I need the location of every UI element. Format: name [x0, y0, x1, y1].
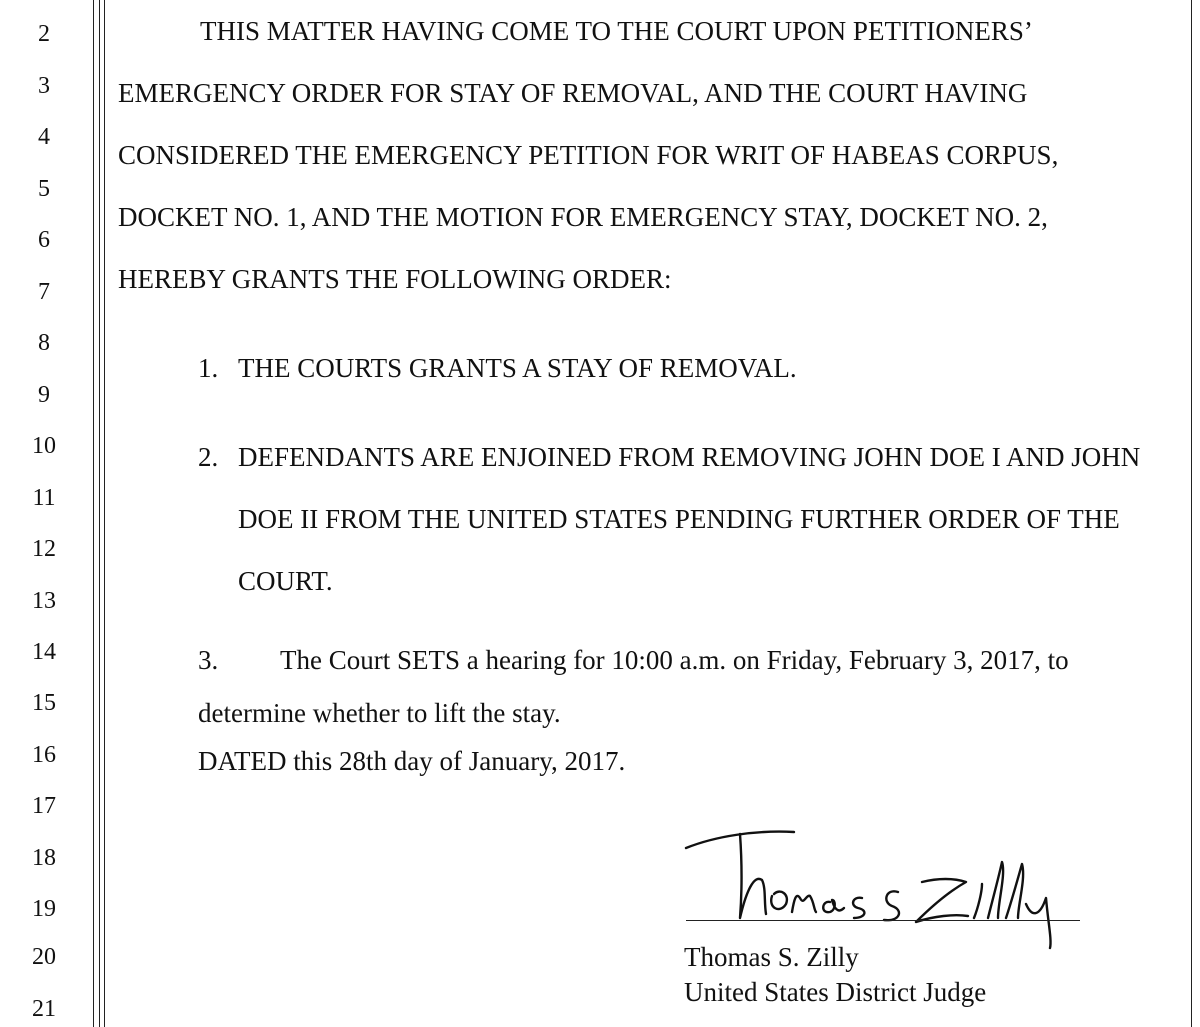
line-number: 3 [38, 73, 50, 99]
line-number: 18 [32, 845, 56, 871]
line-number: 15 [32, 690, 56, 716]
line-number: 7 [38, 279, 50, 305]
line-number: 16 [32, 742, 56, 768]
body-text-line: EMERGENCY ORDER FOR STAY OF REMOVAL, AND THE COURT HAVING [118, 78, 1028, 108]
line-number: 17 [32, 793, 56, 819]
line-number: 9 [38, 382, 50, 408]
judge-signature [676, 822, 1096, 952]
line-number: 6 [38, 227, 50, 253]
item-text: determine whether to lift the stay. [198, 698, 561, 728]
line-number: 11 [32, 485, 56, 511]
item-text: COURT. [238, 566, 333, 596]
line-number: 19 [32, 896, 56, 922]
left-margin-rule [104, 0, 105, 1027]
line-number: 8 [38, 330, 50, 356]
line-number: 10 [32, 433, 56, 459]
dated-line: DATED this 28th day of January, 2017. [198, 746, 626, 776]
right-margin-rule [1191, 0, 1192, 1027]
body-text-line: THIS MATTER HAVING COME TO THE COURT UPON PETITIONERS’ [200, 16, 1033, 46]
judge-name: Thomas S. Zilly [684, 942, 859, 972]
line-number: 20 [32, 944, 56, 970]
line-number: 21 [32, 996, 56, 1022]
item-number: 2. [198, 442, 219, 472]
line-number: 5 [38, 176, 50, 202]
item-text: The Court SETS a hearing for 10:00 a.m. on Friday, February 3, 2017, to [280, 645, 1069, 675]
item-text: THE COURTS GRANTS A STAY OF REMOVAL. [238, 353, 797, 383]
line-number: 12 [32, 536, 56, 562]
left-margin-rule [99, 0, 100, 1027]
item-text: DEFENDANTS ARE ENJOINED FROM REMOVING JOHN DOE I AND JOHN [238, 442, 1141, 472]
item-number: 3. [198, 645, 219, 675]
line-number: 2 [38, 21, 50, 47]
body-text-line: DOCKET NO. 1, AND THE MOTION FOR EMERGENCY STAY, DOCKET NO. 2, [118, 202, 1048, 232]
line-number: 13 [32, 588, 56, 614]
judge-title: United States District Judge [684, 977, 987, 1007]
body-text-line: HEREBY GRANTS THE FOLLOWING ORDER: [118, 264, 672, 294]
line-number: 14 [32, 639, 56, 665]
left-margin-rule [93, 0, 94, 1027]
item-number: 1. [198, 353, 219, 383]
line-number: 4 [38, 124, 50, 150]
body-text-line: CONSIDERED THE EMERGENCY PETITION FOR WRIT OF HABEAS CORPUS, [118, 140, 1059, 170]
signature-line [686, 920, 1080, 921]
item-text: DOE II FROM THE UNITED STATES PENDING FURTHER ORDER OF THE [238, 504, 1120, 534]
